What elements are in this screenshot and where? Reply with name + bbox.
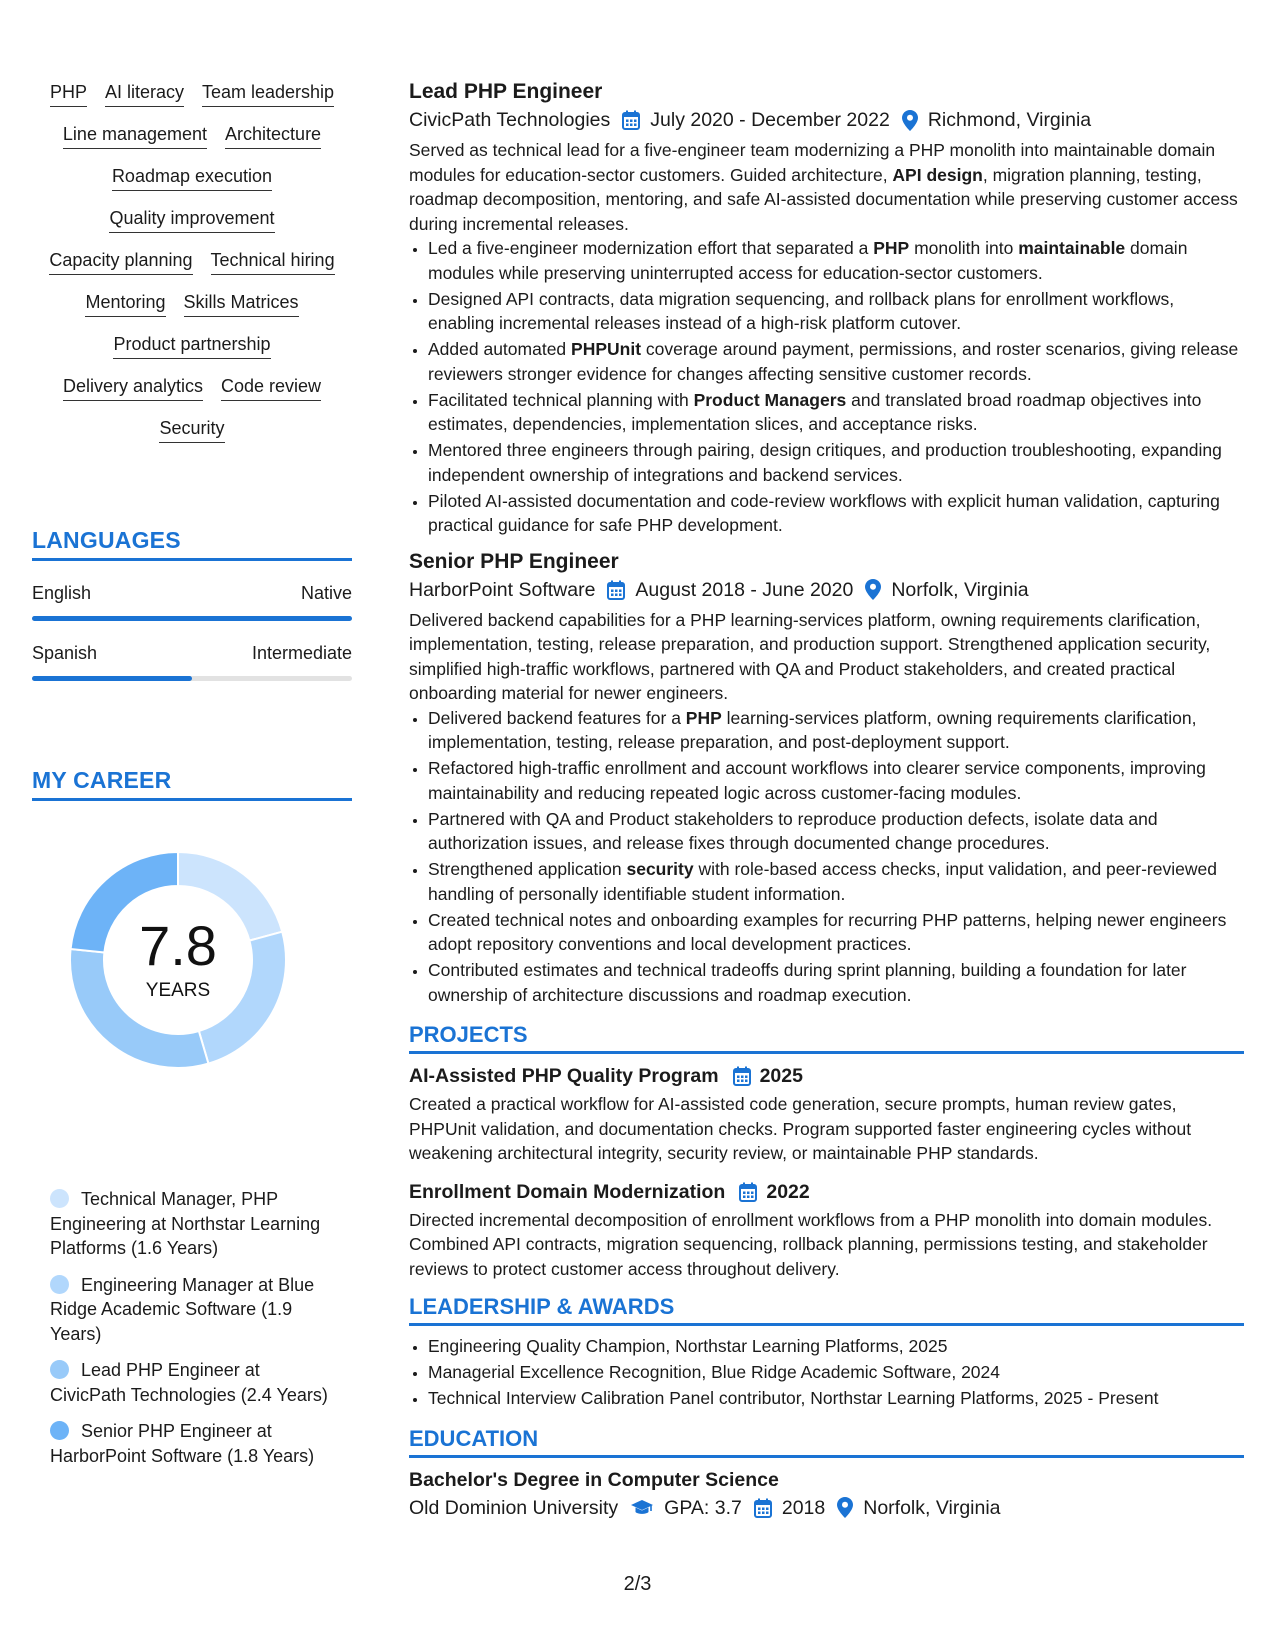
total-years-value: 7.8 <box>139 914 217 977</box>
project-year: 2025 <box>759 1065 803 1087</box>
project-title: Enrollment Domain Modernization <box>409 1180 726 1203</box>
school-name: Old Dominion University <box>409 1496 619 1519</box>
leadership-list <box>409 1334 1244 1411</box>
skill-tag: Architecture <box>225 122 321 149</box>
job-meta <box>409 576 1244 604</box>
skill-tag: Code review <box>221 374 321 401</box>
legend-item <box>50 1358 340 1407</box>
graduation-cap-icon <box>630 1498 654 1518</box>
job-bullet: • Contributed estimates and technical tradeoffs during sprint planning, building a foundation for later ownership of architecture discussions and roadmap execution. <box>428 958 1244 1007</box>
legend-item <box>50 1419 340 1468</box>
project-description: Directed incremental decomposition of enrollment workflows from a PHP monolith into domain modules. Combined API contracts, migration sequencing, rollback planning, permissions testing, and stakeholder reviews to protect customer access throughout delivery. <box>409 1209 1213 1279</box>
project-title-row <box>409 1178 1244 1206</box>
job-bullets <box>409 706 1244 1008</box>
sidebar <box>32 80 352 1466</box>
skill-tag: Team leadership <box>202 80 334 107</box>
job-bullet: • Partnered with QA and Product stakeholders to reproduce production defects, isolate data and authorization issues, and release fixes through documented change procedures. <box>428 807 1244 856</box>
location-pin-icon <box>865 579 881 600</box>
company-name: CivicPath Technologies <box>409 109 611 131</box>
language-level: Intermediate <box>251 643 352 663</box>
job-dates: August 2018 - June 2020 <box>635 578 854 601</box>
project-title: AI-Assisted PHP Quality Program <box>409 1065 719 1087</box>
career-donut-chart <box>68 850 288 1070</box>
award-item: • Managerial Excellence Recognition, Blue Ridge Academic Software, 2024 <box>428 1360 1244 1385</box>
skill-tag: Product partnership <box>113 332 270 359</box>
location-pin-icon <box>902 110 918 131</box>
legend-label: Lead PHP Engineer at CivicPath Technologies (2.4 Years) <box>50 1360 328 1405</box>
skill-tag: Line management <box>63 122 207 149</box>
job-bullet: • Created technical notes and onboarding examples for recurring PHP patterns, helping newer engineers adopt repository conventions and local development practices. <box>428 908 1244 957</box>
language-name: English <box>32 583 92 603</box>
skill-tag: Technical hiring <box>211 248 335 275</box>
experience-entry <box>409 78 1244 538</box>
job-summary: Served as technical lead for a five-engineer team modernizing a PHP monolith into maintainable domain modules for education-sector customers. Guided architecture, API design, migration planning, testing, roadmap decomposition, mentoring, and safe AI-assisted documentation while preserving customer access during incremental releases. <box>409 140 1238 234</box>
legend-color-dot <box>50 1421 69 1440</box>
legend-item <box>50 1187 340 1261</box>
legend-label: Senior PHP Engineer at HarborPoint Software (1.8 Years) <box>50 1421 315 1466</box>
project-description: Created a practical workflow for AI-assisted code generation, secure prompts, human review gates, PHPUnit validation, and documentation checks. Program supported faster engineering cycles without weakening architectural integrity, security review, or maintainable PHP standards. <box>409 1094 1192 1163</box>
language-proficiency-fill <box>32 676 192 681</box>
calendar-icon <box>607 580 625 600</box>
job-bullet: • Added automated PHPUnit coverage around payment, permissions, and roster scenarios, giving release reviewers stronger evidence for changes affecting sensitive customer records. <box>428 337 1244 386</box>
calendar-icon <box>733 1066 751 1086</box>
career-legend <box>50 1187 340 1480</box>
skill-tag: Skills Matrices <box>184 290 299 317</box>
job-bullet: • Designed API contracts, data migration sequencing, and rollback plans for enrollment workflows, enabling incremental releases instead of a high-risk platform cutover. <box>428 287 1244 336</box>
job-location: Richmond, Virginia <box>927 109 1092 131</box>
job-bullet: • Led a five-engineer modernization effort that separated a PHP monolith into maintainable domain modules while preserving uninterrupted access for education-sector customers. <box>428 236 1244 285</box>
legend-label: Technical Manager, PHP Engineering at Northstar Learning Platforms (1.6 Years) <box>50 1189 321 1258</box>
skills-list <box>32 80 352 443</box>
project-title-row <box>409 1062 1244 1090</box>
languages-heading: LANGUAGES <box>32 527 352 561</box>
job-title: Lead PHP Engineer <box>409 80 603 103</box>
calendar-icon <box>622 110 640 130</box>
graduation-year: 2018 <box>781 1496 826 1519</box>
skill-tag: Security <box>159 416 224 443</box>
job-summary: Delivered backend capabilities for a PHP learning-services platform, owning requirements clarification, implementation, testing, release preparation, and production support. Strengthened application security, simplified high-traffic workflows, partnered with QA and Product stakeholders, and created practical onboarding material for newer engineers. <box>409 609 1211 703</box>
page-number: 2/3 <box>623 1573 652 1595</box>
job-bullet: • Strengthened application security with role-based access checks, input validation, and peer-reviewed handling of personally identifiable student information. <box>428 857 1244 906</box>
company-name: HarborPoint Software <box>409 578 596 601</box>
education-meta <box>409 1494 1244 1522</box>
job-title: Senior PHP Engineer <box>409 549 619 573</box>
languages-list <box>32 583 352 681</box>
languages-section <box>32 527 352 681</box>
language-row <box>32 583 352 604</box>
job-bullet: • Facilitated technical planning with Product Managers and translated broad roadmap objectives into estimates, dependencies, implementation slices, and acceptance risks. <box>428 388 1244 437</box>
education-location: Norfolk, Virginia <box>863 1496 1001 1519</box>
project-year: 2022 <box>766 1180 810 1203</box>
experience-list <box>409 78 1244 1007</box>
projects-list <box>409 1062 1244 1281</box>
job-location: Norfolk, Virginia <box>891 578 1029 601</box>
career-section <box>32 767 352 1466</box>
legend-color-dot <box>50 1360 69 1379</box>
job-bullet: • Mentored three engineers through pairing, design critiques, and production troubleshooting, expanding independent ownership of integrations and backend services. <box>428 438 1244 487</box>
calendar-icon <box>754 1498 772 1518</box>
experience-entry <box>409 548 1244 1008</box>
job-dates: July 2020 - December 2022 <box>650 109 890 131</box>
language-row <box>32 643 352 664</box>
language-proficiency-bar <box>32 676 352 681</box>
job-bullet: • Delivered backend features for a PHP learning-services platform, owning requirements clarification, implementation, testing, release preparation, and post-deployment support. <box>428 706 1244 755</box>
award-item: • Technical Interview Calibration Panel contributor, Northstar Learning Platforms, 2025 - Present <box>428 1386 1244 1411</box>
award-item: • Engineering Quality Champion, Northstar Learning Platforms, 2025 <box>428 1334 1244 1359</box>
skill-tag: Capacity planning <box>49 248 192 275</box>
job-meta <box>409 106 1244 134</box>
language-name: Spanish <box>32 643 98 663</box>
education-heading: EDUCATION <box>409 1425 1244 1458</box>
degree-title: Bachelor's Degree in Computer Science <box>409 1468 779 1491</box>
legend-color-dot <box>50 1275 69 1294</box>
career-heading: MY CAREER <box>32 767 352 801</box>
calendar-icon <box>739 1182 757 1202</box>
projects-heading: PROJECTS <box>409 1021 1244 1054</box>
language-proficiency-fill <box>32 616 352 621</box>
job-bullet: • Piloted AI-assisted documentation and code-review workflows with explicit human validation, capturing practical guidance for safe PHP development. <box>428 489 1244 538</box>
total-years-unit: YEARS <box>145 980 211 1001</box>
job-bullet: • Refactored high-traffic enrollment and account workflows into clearer service components, improving maintainability and reducing repeated logic across customer-facing modules. <box>428 756 1244 805</box>
gpa: GPA: 3.7 <box>664 1496 742 1519</box>
skill-tag: Quality improvement <box>109 206 274 233</box>
donut-center <box>68 850 288 1070</box>
skill-tag: PHP <box>50 80 87 107</box>
skill-tag: Mentoring <box>85 290 165 317</box>
skill-tag: AI literacy <box>105 80 184 107</box>
language-level: Native <box>300 583 352 603</box>
language-proficiency-bar <box>32 616 352 621</box>
leadership-heading: LEADERSHIP & AWARDS <box>409 1293 1244 1326</box>
legend-label: Engineering Manager at Blue Ridge Academic Software (1.9 Years) <box>50 1274 315 1344</box>
skill-tag: Roadmap execution <box>112 164 272 191</box>
job-bullets <box>409 236 1244 538</box>
legend-item <box>50 1273 340 1347</box>
skill-tag: Delivery analytics <box>63 374 203 401</box>
location-pin-icon <box>837 1497 853 1518</box>
main-content <box>409 78 1244 1522</box>
legend-color-dot <box>50 1189 69 1208</box>
